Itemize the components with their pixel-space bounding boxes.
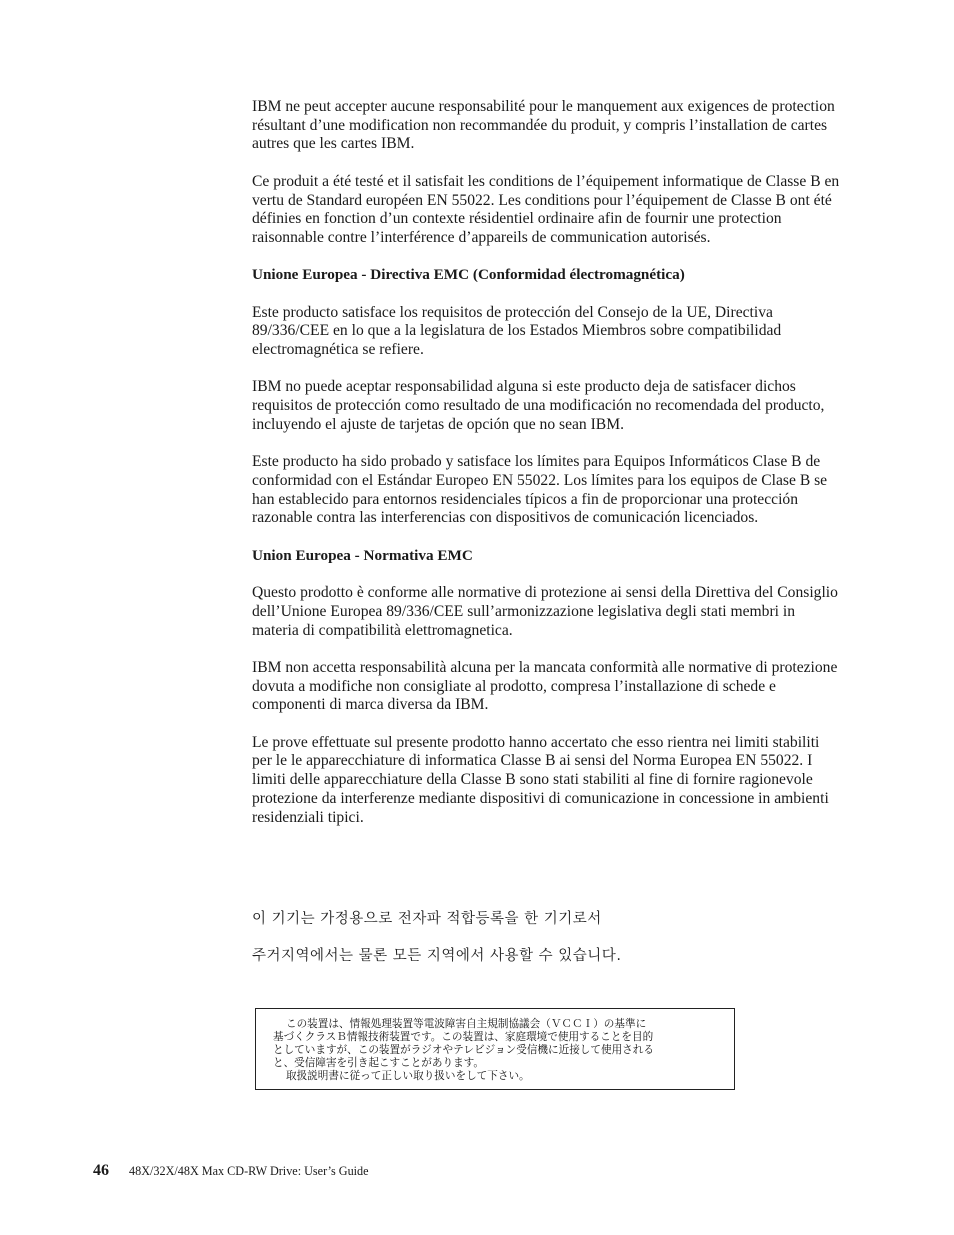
paragraph-es-1: Este producto satisface los requisitos de protección del Consejo de la UE, Directiva 89/336/CEE en lo que a la legislatura de los Estados Miembros sobre compatibilidad electromagnética se refiere. xyxy=(252,303,782,359)
vcci-line-1: この装置は、情報処理装置等電波障害自主規制協議会（ＶＣＣＩ）の基準に xyxy=(286,1018,647,1030)
paragraph-it-2: IBM non accetta responsabilità alcuna per la mancata conformità alle normative di protezione dovuta a modifiche non consigliate al prodotto, compresa l’installazione di schede e componenti di marca diversa da IBM. xyxy=(252,658,838,714)
page-footer xyxy=(93,1162,369,1180)
paragraph-fr-1: IBM ne peut accepter aucune responsabilité pour le manquement aux exigences de protection résultant d’une modification non recommandée du produit, y compris l’installation de cartes autres que les cartes IBM. xyxy=(252,98,835,153)
paragraph-it-3: Le prove effettuate sul presente prodotto hanno accertato che esso rientra nei limiti stabiliti per le le apparecchiature di informatica Classe B ai sensi del Norma Europea EN 55022. I limiti delle apparecchiature della Classe B sono stati stabiliti al fine di fornire ragionevole protezione da interferenze mediante dispositivi di comunicazione in concessione in ambienti residenziali tipici. xyxy=(252,733,829,826)
page-number: 46 xyxy=(93,1162,109,1179)
heading-it: Union Europea - Normativa EMC xyxy=(252,546,473,564)
korean-notice-line-1: 이 기기는 가정용으로 전자파 적합등록을 한 기기로서 xyxy=(252,911,602,927)
vcci-line-4: と、受信障害を引き起こすことがあります。 xyxy=(273,1057,485,1069)
vcci-line-3: としていますが、この装置がラジオやテレビジョン受信機に近接して使用される xyxy=(273,1044,654,1056)
vcci-line-2: 基づくクラスＢ情報技術装置です。この装置は、家庭環境で使用することを目的 xyxy=(273,1031,654,1043)
vcci-notice-box xyxy=(255,1008,735,1090)
paragraph-es-2: IBM no puede aceptar responsabilidad alguna si este producto deja de satisfacer dichos requisitos de protección como resultado de una modificación no recomendada del producto, incluyendo el ajuste de tarjetas de opción que no sean IBM. xyxy=(252,378,825,433)
paragraph-it-1: Questo prodotto è conforme alle normative di protezione ai sensi della Direttiva del Consiglio dell’Unione Europea 89/336/CEE sull’armonizzazione legislativa degli stati membri in materia di compatibilità elettromagnetica. xyxy=(252,584,838,639)
vcci-line-5: 取扱説明書に従って正しい取り扱いをして下さい。 xyxy=(286,1070,530,1082)
paragraph-fr-2: Ce produit a été testé et il satisfait les conditions de l’équipement informatique de Classe B en vertu de Standard européen EN 55022. Les conditions pour l’équipement de Classe B ont été définies en fonction d’un contexte résidentiel ordinaire afin de fournir une protection raisonnable contre l’interférence d’appareils de communication autorisés. xyxy=(252,172,840,246)
korean-notice-line-2: 주거지역에서는 물론 모든 지역에서 사용할 수 있습니다. xyxy=(252,948,622,964)
document-body xyxy=(252,98,840,846)
paragraph-es-3: Este producto ha sido probado y satisface los límites para Equipos Informáticos Clase B de conformidad con el Estándar Europeo EN 55022. Los límites para los equipos de Clase B se han establecido para entornos residenciales típicos a fin de proporcionar una protección razonable contra las interferencias con dispositivos de comunicación licenciados. xyxy=(252,453,828,527)
heading-es: Unione Europea - Directiva EMC (Conformidad électromagnética) xyxy=(252,266,685,284)
footer-title: 48X/32X/48X Max CD-RW Drive: User’s Guide xyxy=(129,1164,369,1178)
